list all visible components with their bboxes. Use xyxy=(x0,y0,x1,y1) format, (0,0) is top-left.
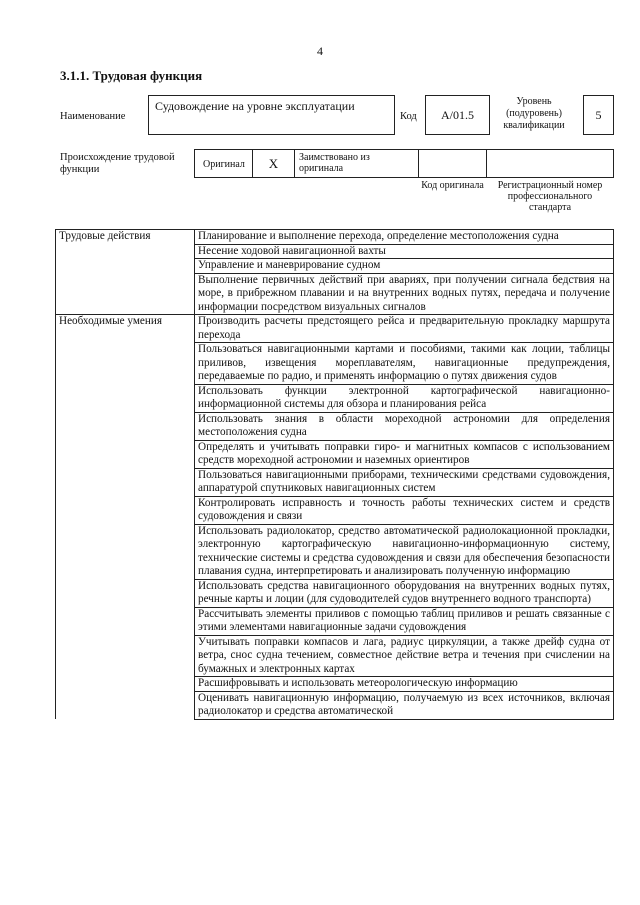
code-original-caption: Код оригинала xyxy=(421,180,484,191)
list-item: Контролировать исправность и точность работы технических систем и средств судовождения и связи xyxy=(195,496,614,524)
list-item: Управление и маневрирование судном xyxy=(195,259,614,274)
original-mark: X xyxy=(252,149,295,178)
borrowed-label: Заимствовано из оригинала xyxy=(294,149,419,178)
table-row xyxy=(56,230,614,245)
list-item: Использовать радиолокатор, средство автоматической радиолокационной прокладки, электронную картографическую навигационно-информационную систему, технические системы и средства судовождения и связи для обеспечения безопасности плавания судна, интерпретировать и анализировать полученную информацию xyxy=(195,524,614,579)
level-value: 5 xyxy=(583,95,614,135)
list-item: Производить расчеты предстоящего рейса и предварительную прокладку маршрута перехода xyxy=(195,315,614,343)
row-label-skills: Необходимые умения xyxy=(56,315,195,720)
origin-label: Происхождение трудовой функции xyxy=(60,152,175,175)
list-item: Определять и учитывать поправки гиро- и магнитных компасов с использованием средств мореходной астрономии и наземных ориентиров xyxy=(195,440,614,468)
list-item: Оценивать навигационную информацию, получаемую из всех источников, включая радиолокатор и средства автоматической xyxy=(195,691,614,719)
reg-number-caption: Регистрационный номер профессионального стандарта xyxy=(497,180,603,213)
reg-number-cell xyxy=(486,149,614,178)
name-label: Наименование xyxy=(60,111,126,122)
function-table xyxy=(55,229,614,720)
list-item: Использовать знания в области мореходной астрономии для определения местоположения судна xyxy=(195,412,614,440)
row-label-actions: Трудовые действия xyxy=(56,230,195,315)
name-value: Судовождение на уровне эксплуатации xyxy=(148,95,395,135)
section-title: 3.1.1. Трудовая функция xyxy=(60,68,203,83)
list-item: Использовать функции электронной картографической навигационно-информационной системы для обзора и планирования рейса xyxy=(195,384,614,412)
list-item: Расшифровывать и использовать метеорологическую информацию xyxy=(195,677,614,692)
list-item: Пользоваться навигационными приборами, техническими средствами судовождения, аппаратурой спутниковых навигационных систем xyxy=(195,468,614,496)
original-label: Оригинал xyxy=(194,149,253,178)
list-item: Пользоваться навигационными картами и пособиями, такими как лоции, таблицы приливов, извещения мореплавателям, навигационные предупреждения, передаваемые по радио, и применять информацию о путях движения судов xyxy=(195,343,614,385)
table-row xyxy=(56,315,614,343)
list-item: Учитывать поправки компасов и лага, радиус циркуляции, а также дрейф судна от ветра, снос судна течением, совместное действие ветра и течения при счислении на бумажных и электронных картах xyxy=(195,635,614,677)
code-value: A/01.5 xyxy=(425,95,490,135)
code-original-cell xyxy=(418,149,487,178)
list-item: Несение ходовой навигационной вахты xyxy=(195,244,614,259)
list-item: Использовать средства навигационного оборудования на внутренних водных путях, речные карты и лоции (для судоводителей судов внутреннего водного транспорта) xyxy=(195,579,614,607)
code-label: Код xyxy=(400,111,417,122)
page-number: 4 xyxy=(317,44,323,58)
list-item: Планирование и выполнение перехода, определение местоположения судна xyxy=(195,230,614,245)
list-item: Рассчитывать элементы приливов с помощью таблиц приливов и решать связанные с этими элементами навигационные задачи судовождения xyxy=(195,607,614,635)
level-label: Уровень (подуровень) квалификации xyxy=(503,96,565,131)
list-item: Выполнение первичных действий при авариях, при получении сигнала бедствия на море, в прибрежном плавании и на внутренних водных путях, передача и получение информации посредством визуальных сигналов xyxy=(195,273,614,315)
